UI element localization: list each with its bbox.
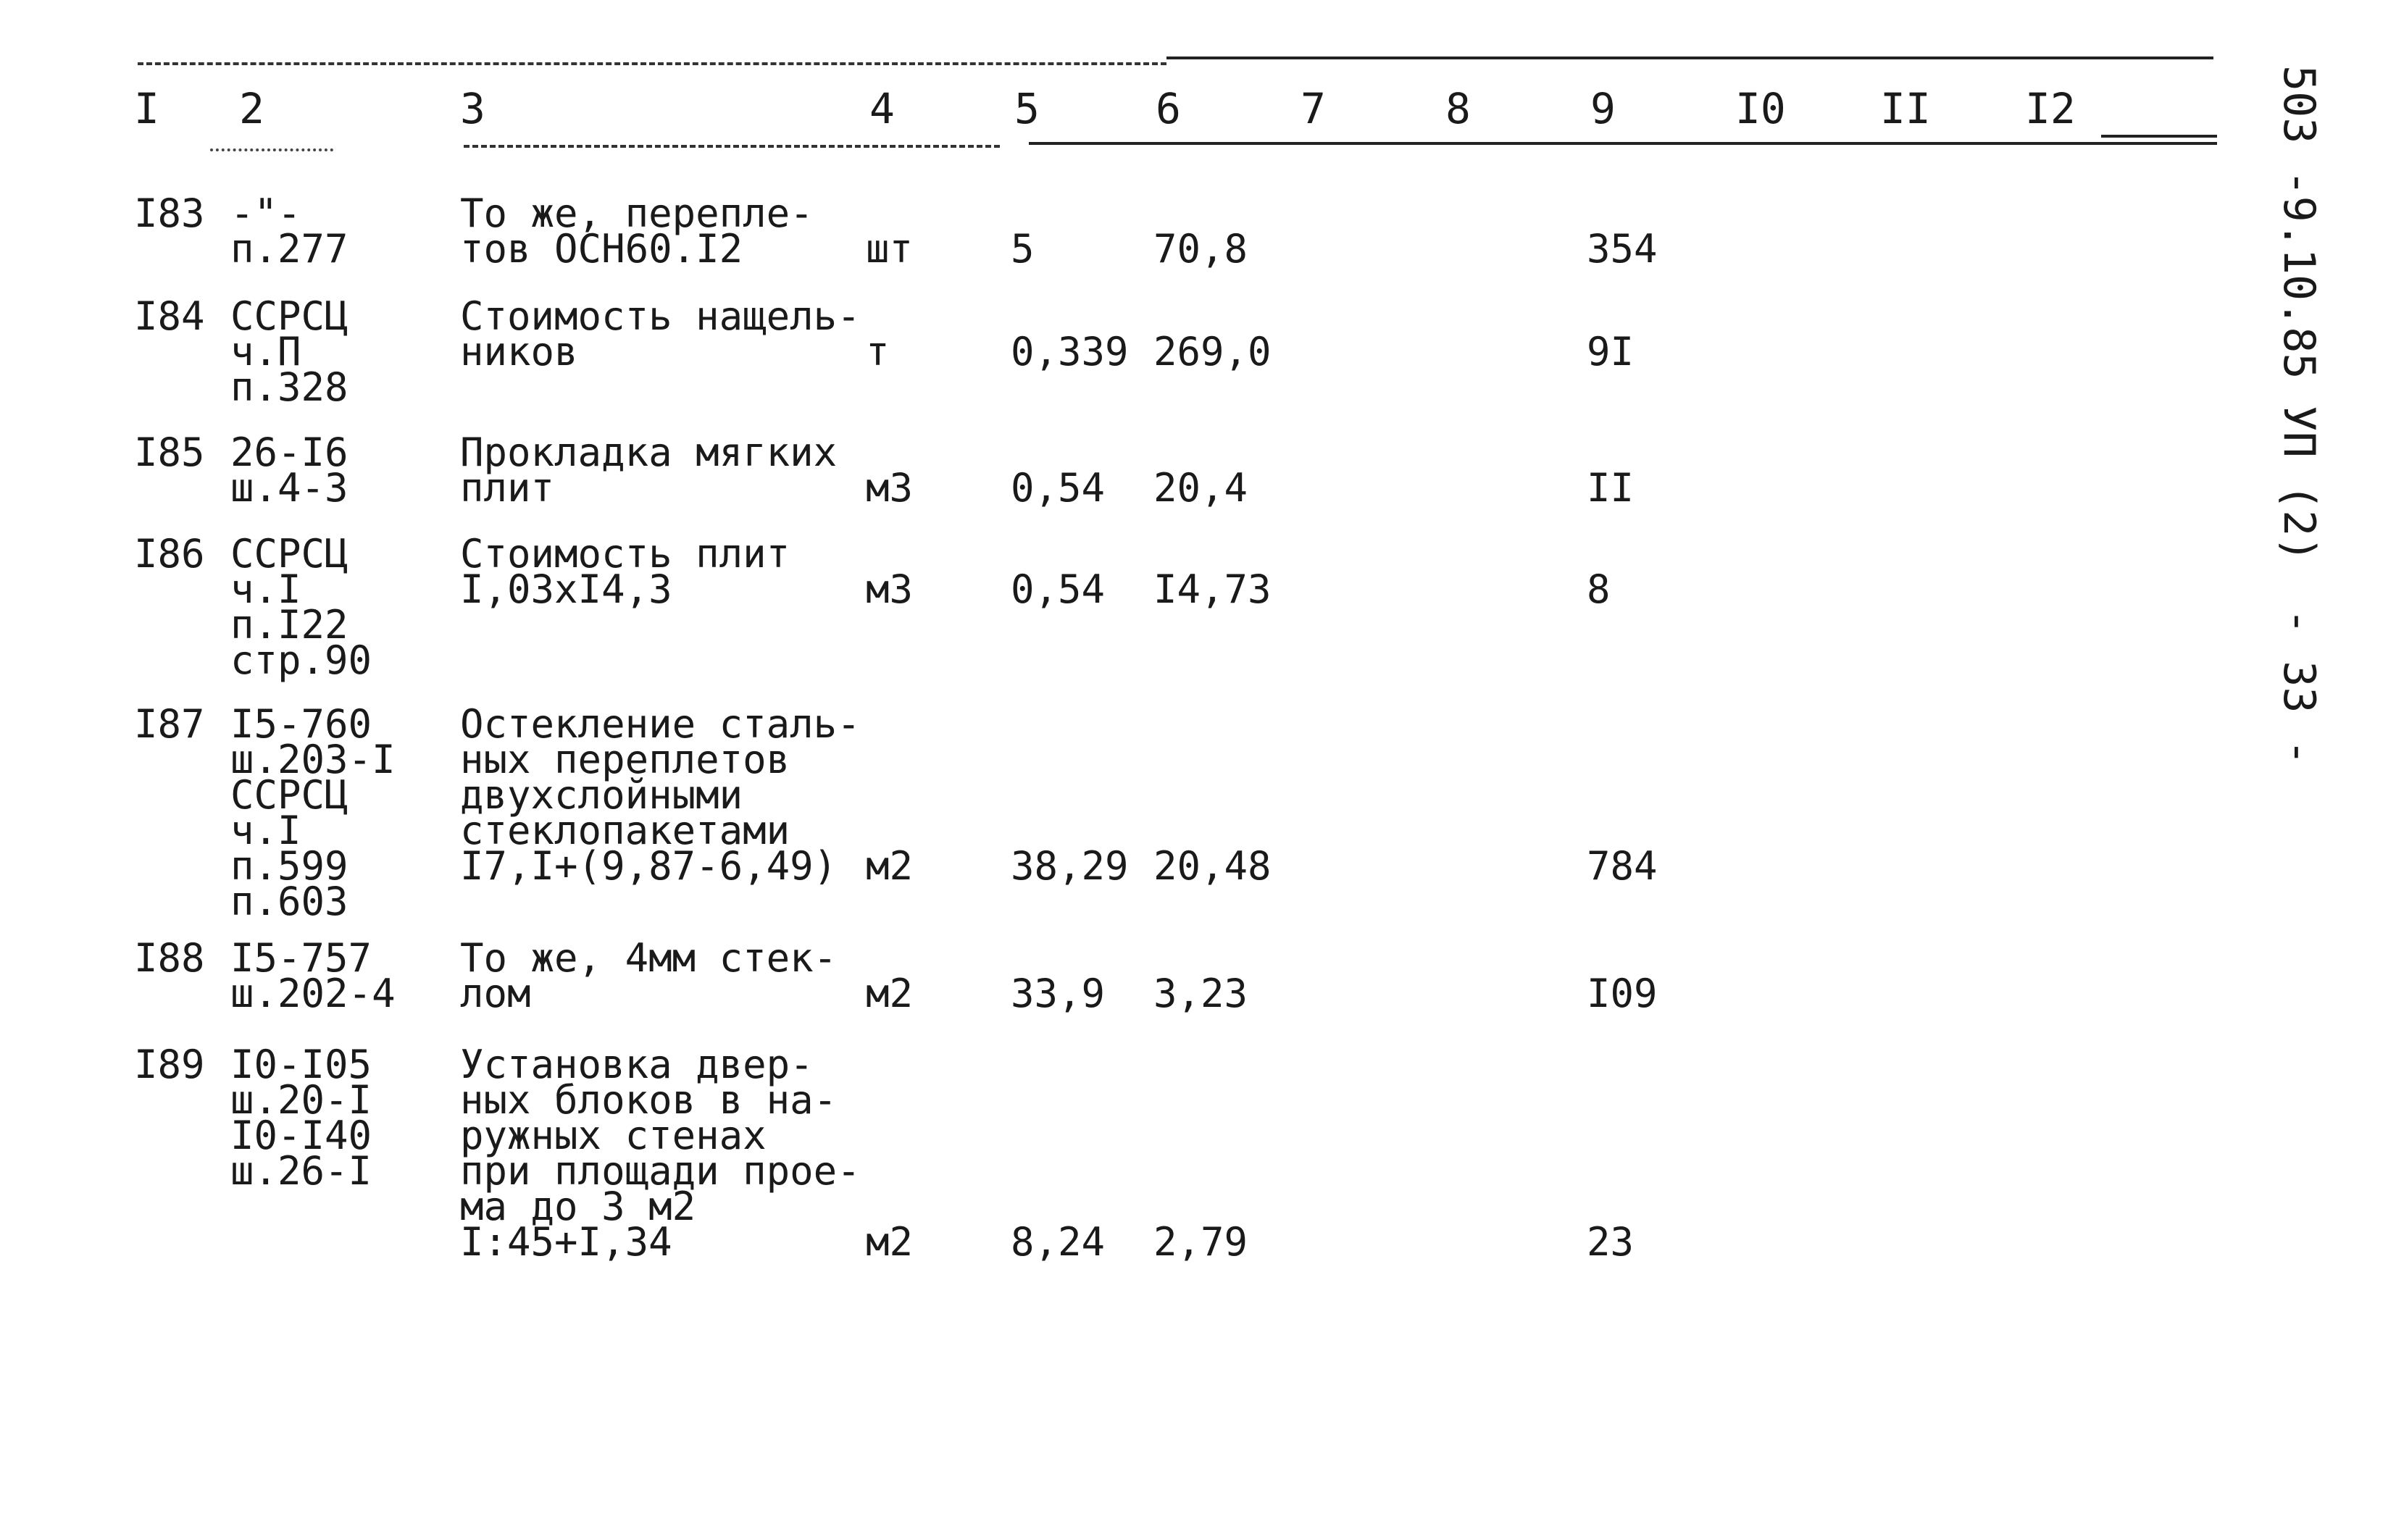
column-header-9: 9 bbox=[1590, 84, 1616, 133]
header-bottom-rule-right bbox=[1029, 142, 2217, 145]
description-cell: Стоимость нащель- ников bbox=[460, 293, 861, 374]
reference-cell: I5-757 ш.202-4 bbox=[230, 935, 396, 1016]
description-cell: Прокладка мягких плит bbox=[460, 430, 838, 511]
column-header-5: 5 bbox=[1014, 84, 1040, 133]
total-cell: 784 bbox=[1587, 843, 1658, 889]
top-rule-right bbox=[1166, 57, 2213, 59]
header-bottom-rule-center bbox=[464, 145, 1000, 148]
row-number: I86 bbox=[134, 531, 205, 577]
description-cell: Стоимость плит I,03хI4,3 bbox=[460, 531, 790, 612]
reference-cell: I0-I05 ш.20-I I0-I40 ш.26-I bbox=[230, 1042, 372, 1194]
column-header-1: I bbox=[134, 84, 159, 133]
page-number-label: - 33 - bbox=[2274, 608, 2324, 766]
quantity-cell: 33,9 bbox=[1011, 971, 1106, 1016]
total-cell: 8 bbox=[1587, 566, 1611, 612]
unit-price-cell: 2,79 bbox=[1153, 1219, 1248, 1265]
unit-price-cell: 20,4 bbox=[1153, 465, 1248, 511]
total-cell: I09 bbox=[1587, 971, 1658, 1016]
document-code-label: 503 -9.10.85 УП (2) bbox=[2274, 65, 2324, 563]
column-header-7: 7 bbox=[1301, 84, 1326, 133]
top-rule-left bbox=[138, 62, 1166, 65]
reference-cell: 26-I6 ш.4-3 bbox=[230, 430, 348, 511]
reference-cell: ССРСЦ ч.П п.328 bbox=[230, 293, 348, 410]
row-number: I88 bbox=[134, 935, 205, 981]
unit-price-cell: I4,73 bbox=[1153, 566, 1272, 612]
column-header-4: 4 bbox=[869, 84, 895, 133]
column-header-12: I2 bbox=[2025, 84, 2076, 133]
quantity-cell: 38,29 bbox=[1011, 843, 1129, 889]
unit-cell: м3 bbox=[866, 566, 914, 612]
total-cell: 9I bbox=[1587, 329, 1635, 374]
row-number: I84 bbox=[134, 293, 205, 339]
unit-cell: м2 bbox=[866, 1219, 914, 1265]
unit-price-cell: 70,8 bbox=[1153, 226, 1248, 272]
row-number: I83 bbox=[134, 191, 205, 236]
quantity-cell: 8,24 bbox=[1011, 1219, 1106, 1265]
quantity-cell: 0,54 bbox=[1011, 566, 1106, 612]
reference-cell: -"- п.277 bbox=[230, 191, 348, 272]
unit-price-cell: 269,0 bbox=[1153, 329, 1272, 374]
quantity-cell: 5 bbox=[1011, 226, 1035, 272]
quantity-cell: 0,339 bbox=[1011, 329, 1129, 374]
column-header-11: II bbox=[1880, 84, 1931, 133]
description-cell: Остекление сталь- ных переплетов двухслойными стеклопакетами I7,I+(9,87-6,49) bbox=[460, 701, 861, 889]
column-header-8: 8 bbox=[1445, 84, 1471, 133]
unit-price-cell: 3,23 bbox=[1153, 971, 1248, 1016]
column-header-10: I0 bbox=[1735, 84, 1786, 133]
unit-cell: м3 bbox=[866, 465, 914, 511]
unit-cell: шт bbox=[866, 226, 914, 272]
reference-cell: ССРСЦ ч.I п.I22 стр.90 bbox=[230, 531, 372, 683]
row-number: I89 bbox=[134, 1042, 205, 1087]
column-header-2: 2 bbox=[239, 84, 264, 133]
header-right-rule bbox=[2101, 135, 2217, 138]
total-cell: 23 bbox=[1587, 1219, 1635, 1265]
header-bottom-rule-left bbox=[210, 148, 333, 151]
quantity-cell: 0,54 bbox=[1011, 465, 1106, 511]
unit-cell: т bbox=[866, 329, 890, 374]
description-cell: То же, 4мм стек- лом bbox=[460, 935, 838, 1016]
unit-cell: м2 bbox=[866, 971, 914, 1016]
unit-cell: м2 bbox=[866, 843, 914, 889]
unit-price-cell: 20,48 bbox=[1153, 843, 1272, 889]
column-header-6: 6 bbox=[1156, 84, 1181, 133]
reference-cell: I5-760 ш.203-I ССРСЦ ч.I п.599 п.603 bbox=[230, 701, 396, 924]
total-cell: II bbox=[1587, 465, 1635, 511]
column-header-3: 3 bbox=[460, 84, 485, 133]
description-cell: То же, перепле- тов ОСН60.I2 bbox=[460, 191, 814, 272]
row-number: I87 bbox=[134, 701, 205, 747]
total-cell: 354 bbox=[1587, 226, 1658, 272]
row-number: I85 bbox=[134, 430, 205, 475]
description-cell: Установка двер- ных блоков в на- ружных стенах при площади прое- ма до 3 м2 I:45+I,34 bbox=[460, 1042, 861, 1265]
